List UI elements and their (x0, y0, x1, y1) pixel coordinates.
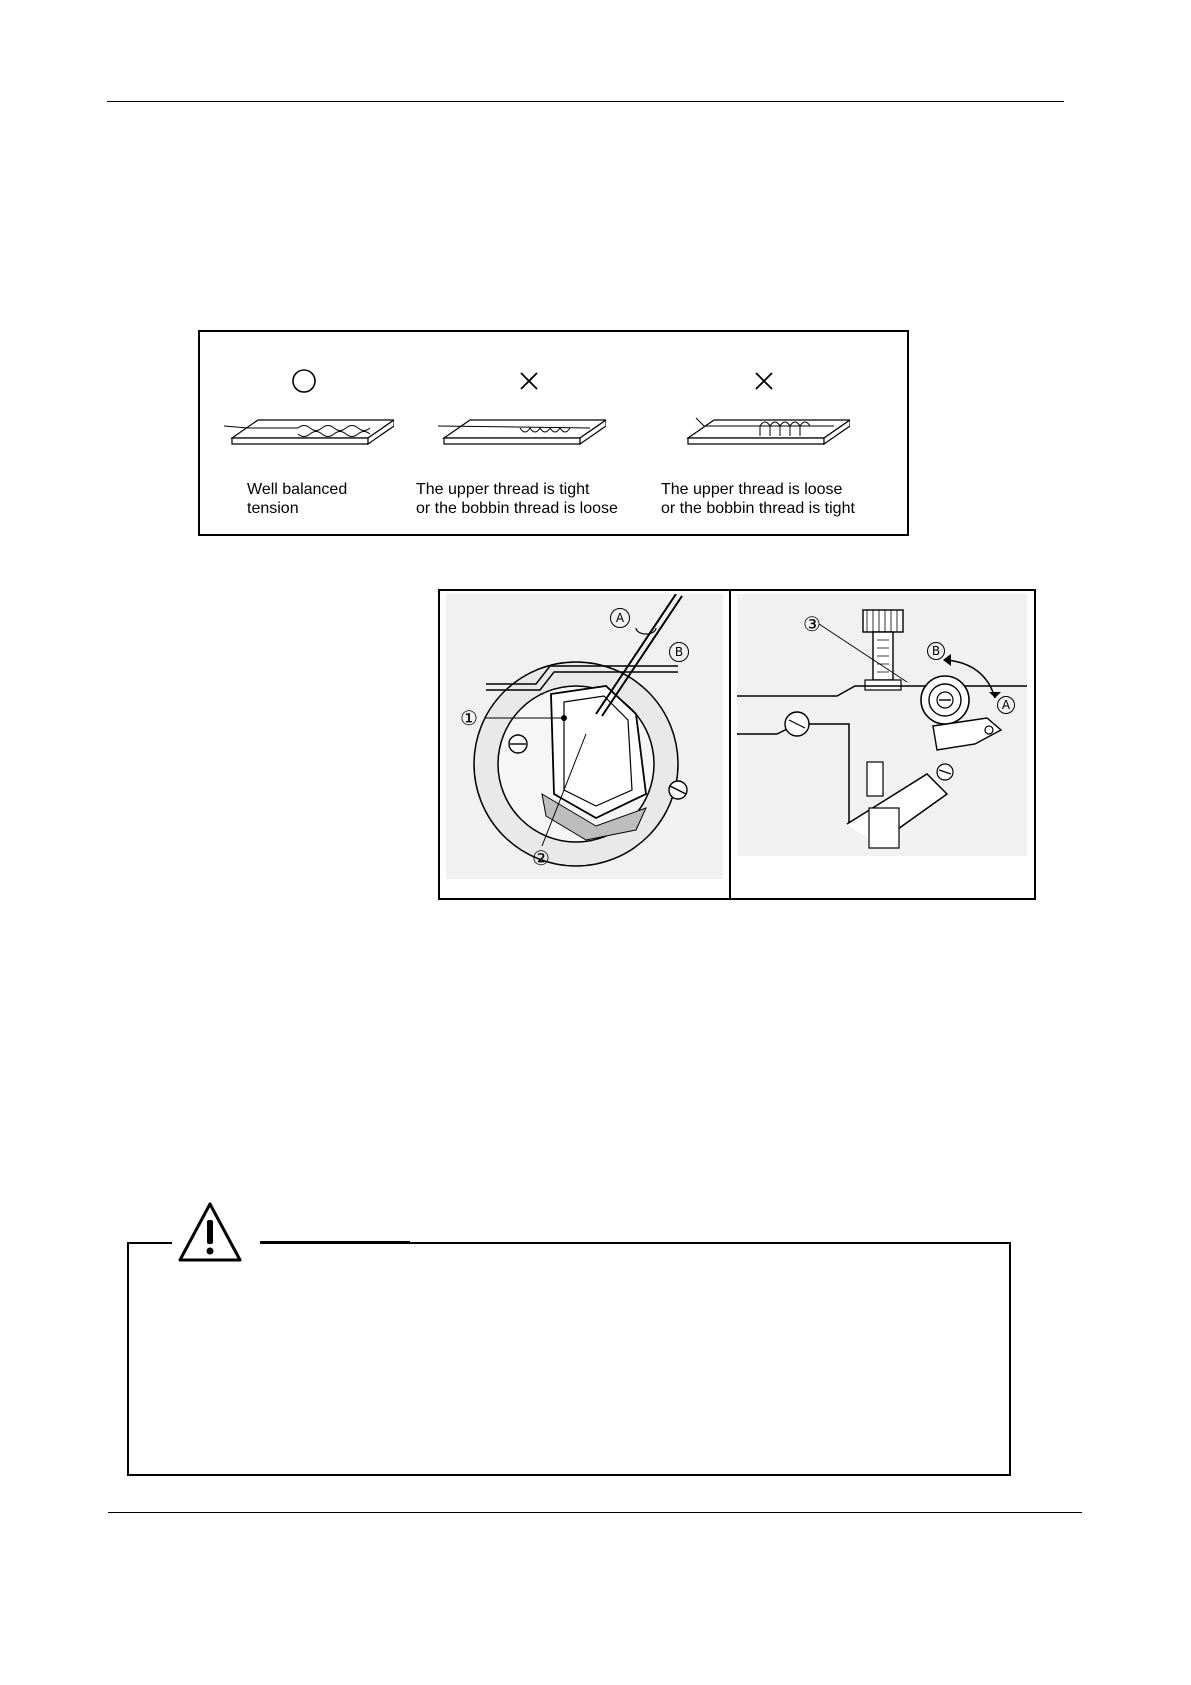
callout-2: ② (532, 846, 550, 870)
arrow-label-b: B (669, 642, 689, 662)
figure-divider (729, 591, 731, 898)
circle-icon (291, 368, 317, 394)
bobbin-case-drawing (446, 594, 723, 879)
cross-icon (753, 370, 775, 392)
stitch-illustration-balanced (218, 414, 394, 456)
callout-1: ① (460, 706, 478, 730)
stitch-illustration-upper-loose (674, 414, 850, 456)
cross-icon (518, 370, 540, 392)
callout-3: ③ (803, 612, 821, 636)
header-rule (107, 101, 1064, 102)
caution-header-rule (260, 1241, 410, 1244)
arrow-label-a: A (997, 696, 1015, 714)
stitch-illustration-upper-tight (430, 414, 606, 456)
caption-upper-tight: The upper thread is tight or the bobbin thread is loose (416, 481, 618, 517)
arrow-label-a: A (610, 608, 630, 628)
caution-box (127, 1242, 1011, 1476)
tension-adjustment-figure (438, 589, 1036, 900)
tension-dial-drawing (737, 594, 1027, 856)
caption-balanced: Well balanced tension (247, 481, 348, 517)
warning-triangle-icon (176, 1200, 244, 1264)
thread-tension-panel (198, 330, 909, 536)
footer-rule (108, 1512, 1082, 1513)
caption-upper-loose: The upper thread is loose or the bobbin thread is tight (661, 481, 855, 517)
arrow-label-b: B (927, 642, 945, 660)
